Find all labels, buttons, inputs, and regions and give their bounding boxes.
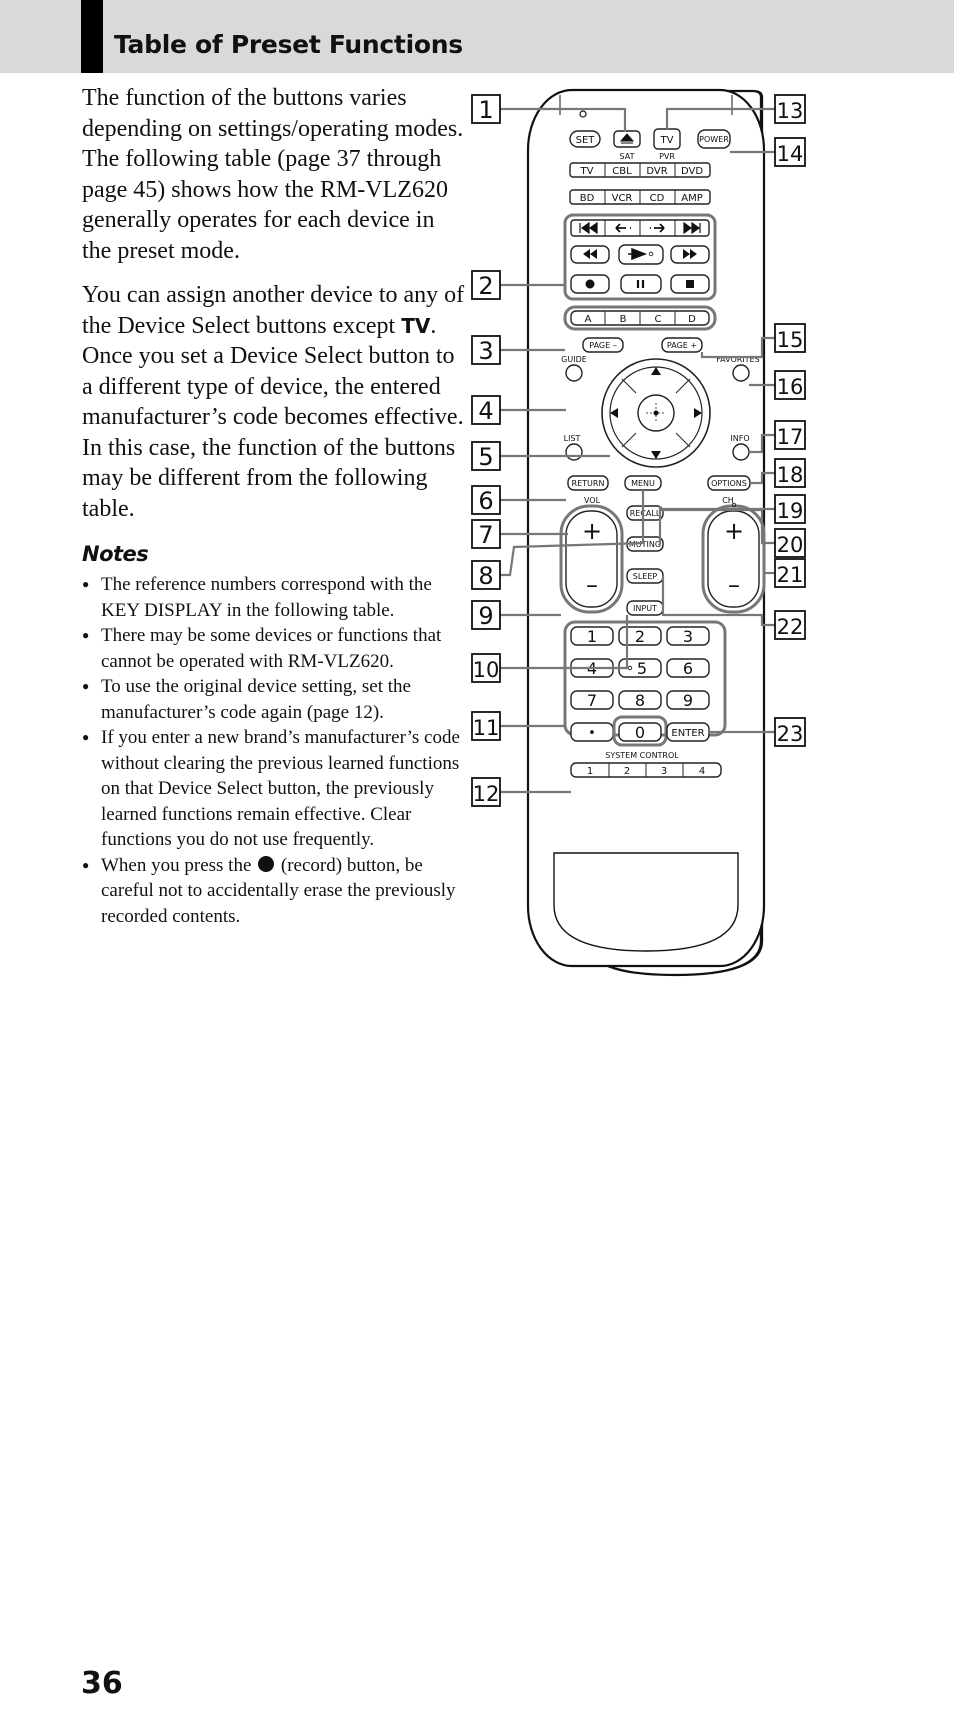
favorites-label: FAVORITES xyxy=(716,355,760,364)
info-button[interactable] xyxy=(733,444,749,460)
cd-device-label[interactable]: CD xyxy=(649,193,665,204)
note-record-end: (record) button, be careful not to accidentally erase the previously recorded contents. xyxy=(101,854,456,927)
callout-5: 5 xyxy=(478,443,494,471)
options-label: OPTIONS xyxy=(711,479,747,488)
callout-19: 19 xyxy=(776,499,804,523)
sat-label: SAT xyxy=(619,152,635,161)
callout-15: 15 xyxy=(776,328,804,352)
note-item: ● There may be some devices or functions that cannot be operated with RM-VLZ620. xyxy=(82,623,467,674)
pause-button[interactable] xyxy=(621,275,661,293)
record-icon xyxy=(258,856,274,872)
num-3-label: 3 xyxy=(682,627,694,646)
callout-16: 16 xyxy=(776,375,804,399)
dvd-device-label[interactable]: DVD xyxy=(680,166,704,177)
vol-plus-label: + xyxy=(581,517,603,545)
num-4-label: 4 xyxy=(586,659,598,678)
callout-9: 9 xyxy=(478,602,494,630)
num-6-label: 6 xyxy=(682,659,694,678)
page-minus-label: PAGE – xyxy=(589,341,617,350)
note-record-start: When you press the xyxy=(101,854,252,876)
list-label: LIST xyxy=(563,434,581,443)
input-label: INPUT xyxy=(633,604,657,613)
callout-20: 20 xyxy=(776,533,804,557)
header-band xyxy=(0,0,954,73)
tv-top-label: TV xyxy=(660,135,674,146)
power-label: POWER xyxy=(699,135,729,144)
callout-3: 3 xyxy=(478,337,494,365)
intro-paragraph-1: The function of the buttons varies depending on settings/operating modes. The following table (page 37 through page 45) shows how the RM-VLZ620 generally operates for each device in the preset mode. xyxy=(82,85,464,264)
menu-label: MENU xyxy=(631,479,655,488)
pvr-label: PVR xyxy=(659,152,675,161)
callout-21: 21 xyxy=(776,563,804,587)
system-2-label[interactable]: 2 xyxy=(623,766,631,777)
return-label: RETURN xyxy=(571,479,605,488)
num-1-label: 1 xyxy=(586,627,598,646)
page-number: 36 xyxy=(81,1666,123,1701)
num-5-label: 5 xyxy=(636,659,648,678)
system-4-label[interactable]: 4 xyxy=(698,766,706,777)
num-9-label: 9 xyxy=(682,691,694,710)
tv-device-label[interactable]: TV xyxy=(580,166,594,177)
enter-label: ENTER xyxy=(671,728,705,739)
muting-label: MUTING xyxy=(628,540,662,549)
notes-heading: Notes xyxy=(82,542,149,566)
callout-2: 2 xyxy=(478,272,494,300)
callout-8: 8 xyxy=(478,562,494,590)
note-item: ● The reference numbers correspond with the KEY DISPLAY in the following table. xyxy=(82,572,467,623)
intro-p2-tv: TV xyxy=(401,313,431,338)
intro-p2-end: . Once you set a Device Select button to a different type of device, the entered manufacturer’s code becomes effective. In this case, the function of the buttons may be different from the following table. xyxy=(82,312,464,522)
stop-icon xyxy=(686,280,694,288)
c-button-label[interactable]: C xyxy=(654,314,662,325)
favorites-button[interactable] xyxy=(733,365,749,381)
ch-label: CH xyxy=(722,496,734,505)
intro-p2-start: You can assign another device to any of the Device Select buttons except xyxy=(82,282,465,339)
header-accent-bar xyxy=(81,0,103,73)
note-item: ● To use the original device setting, set the manufacturer’s code again (page 12). xyxy=(82,674,467,725)
amp-device-label[interactable]: AMP xyxy=(681,193,703,204)
page-plus-label: PAGE + xyxy=(666,341,698,350)
num-2-label: 2 xyxy=(634,627,646,646)
guide-button[interactable] xyxy=(566,365,582,381)
callout-22: 22 xyxy=(776,615,804,639)
callout-10: 10 xyxy=(472,658,500,682)
intro-paragraph-2 xyxy=(82,280,467,524)
recall-label: RECALL xyxy=(629,509,661,518)
num-8-label: 8 xyxy=(634,691,646,710)
remote-control-diagram xyxy=(470,85,860,985)
vol-minus-label: – xyxy=(586,571,598,599)
callout-1: 1 xyxy=(478,96,494,124)
num-7-label: 7 xyxy=(586,691,598,710)
notes-list xyxy=(82,572,467,929)
callout-23: 23 xyxy=(776,722,804,746)
sleep-label: SLEEP xyxy=(632,572,658,581)
system-control-label: SYSTEM CONTROL xyxy=(605,751,679,760)
b-button-label[interactable]: B xyxy=(619,314,627,325)
callout-7: 7 xyxy=(478,521,494,549)
bd-device-label[interactable]: BD xyxy=(579,193,595,204)
callout-12: 12 xyxy=(472,782,500,806)
ch-minus-label: – xyxy=(728,571,740,599)
guide-label: GUIDE xyxy=(561,355,587,364)
dot-label: • xyxy=(588,726,596,741)
info-label: INFO xyxy=(730,434,750,443)
vcr-device-label[interactable]: VCR xyxy=(611,193,633,204)
a-button-label[interactable]: A xyxy=(584,314,592,325)
system-1-label[interactable]: 1 xyxy=(586,766,594,777)
record-button-icon xyxy=(586,280,595,289)
page-title: Table of Preset Functions xyxy=(114,30,463,59)
cbl-device-label[interactable]: CBL xyxy=(612,166,632,177)
num-0-label: 0 xyxy=(634,723,646,742)
note-item: ● If you enter a new brand’s manufacturer’s code without clearing the previous learned functions on that Device Select button, the previously learned functions remain effective. Clear functions you do not use frequently. xyxy=(82,725,467,853)
callout-11: 11 xyxy=(472,716,500,740)
callout-17: 17 xyxy=(776,425,804,449)
system-3-label[interactable]: 3 xyxy=(660,766,668,777)
callout-6: 6 xyxy=(478,487,494,515)
callout-4: 4 xyxy=(478,397,494,425)
list-button[interactable] xyxy=(566,444,582,460)
note-item-record xyxy=(82,853,467,930)
callout-18: 18 xyxy=(776,463,804,487)
set-label: SET xyxy=(575,135,595,146)
dvr-device-label[interactable]: DVR xyxy=(646,166,668,177)
d-button-label[interactable]: D xyxy=(688,314,696,325)
ch-plus-label: + xyxy=(723,517,745,545)
callout-13: 13 xyxy=(776,99,804,123)
left-column xyxy=(82,83,467,929)
vol-label: VOL xyxy=(583,496,601,505)
callout-14: 14 xyxy=(776,142,804,166)
